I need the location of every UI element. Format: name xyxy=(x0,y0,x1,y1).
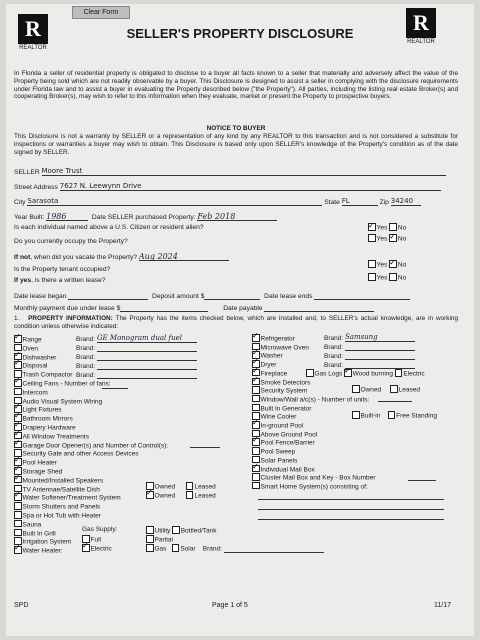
right-item-label: Microwave Oven xyxy=(260,344,309,352)
q-occupy-options: Yes ✓ No xyxy=(368,234,406,243)
left-item xyxy=(14,405,62,414)
refrigerator-brand: Brand: Samsung xyxy=(324,334,415,342)
q-lease-yes-checkbox[interactable] xyxy=(368,273,376,281)
left-item-label: All Window Treatments xyxy=(22,433,89,441)
left-item xyxy=(14,493,121,502)
left-item-checkbox[interactable] xyxy=(14,335,22,343)
left-item xyxy=(14,388,48,397)
left-item-label: Drapery Hardware xyxy=(22,424,76,432)
lease-ends-field[interactable] xyxy=(314,291,410,300)
left-item xyxy=(14,537,71,546)
left-item xyxy=(14,502,100,511)
left-item xyxy=(14,423,76,432)
left-item-label: Dishwasher xyxy=(22,354,57,362)
security-options: Owned Leased xyxy=(352,385,420,394)
softener-owned-checkbox[interactable] xyxy=(146,491,154,499)
left-item-label: Security Gate and other Access Devices xyxy=(22,450,139,458)
left-item-checkbox[interactable] xyxy=(14,502,22,510)
left-item xyxy=(14,397,102,406)
right-item-label: Pool Fence/Barrier xyxy=(260,439,315,447)
right-item xyxy=(252,473,375,482)
right-item xyxy=(252,395,369,404)
left-item-checkbox[interactable] xyxy=(14,379,22,387)
security-leased-checkbox[interactable] xyxy=(390,385,398,393)
right-item xyxy=(252,404,311,413)
realtor-logo-right: R REALTOR xyxy=(407,10,435,45)
left-item-label: Ceiling Fans - Number of fans: xyxy=(22,380,111,388)
left-item xyxy=(14,467,62,476)
left-item xyxy=(14,379,111,388)
notice-heading: NOTICE TO BUYER xyxy=(206,125,266,132)
left-item-label: Range xyxy=(22,336,42,344)
bottled-checkbox[interactable] xyxy=(172,526,180,534)
right-item xyxy=(252,447,295,456)
wood-burning-checkbox[interactable] xyxy=(344,369,352,377)
left-item-label: Mounted/Installed Speakers xyxy=(22,477,104,485)
footer-form-code: SPD xyxy=(14,602,29,609)
utility-checkbox[interactable] xyxy=(146,526,154,534)
smart-home-lines[interactable] xyxy=(258,490,444,520)
date-payable-field[interactable] xyxy=(264,303,374,312)
right-item-checkbox[interactable] xyxy=(252,395,260,403)
right-item xyxy=(252,456,297,465)
q-citizen-options: ✓ Yes No xyxy=(368,223,406,232)
dryer-brand: Brand: xyxy=(324,361,415,369)
right-item-label: Security System xyxy=(260,387,308,395)
right-item xyxy=(252,430,317,439)
left-item xyxy=(14,520,41,529)
q-tenant-options: Yes ✓ No xyxy=(368,260,406,269)
right-item-checkbox[interactable] xyxy=(252,378,260,386)
q-citizen-no-checkbox[interactable] xyxy=(389,223,397,231)
left-item xyxy=(14,511,101,520)
left-item-checkbox[interactable] xyxy=(14,476,22,484)
right-item-label: Solar Panels xyxy=(260,457,298,465)
right-item-checkbox[interactable] xyxy=(252,482,260,490)
refrigerator-brand-field[interactable]: Samsung xyxy=(344,333,378,341)
intro-paragraph: In Florida a seller of residential property is obligated to disclose to a buyer all facts known to a seller that materially and adversely affect the value of the Property being sold which are not readily observable by a buyer. This Disclosure is designed to assist a seller in complying with the disclosure requirements under Florida law and to assist a buyer in evaluating the Property described below ("the Property"). All parties, including the listing real estate Broker(s) and cooperating Broker(s), may wish to refer to this information when they evaluate, market or present the Property to prospective buyers. xyxy=(14,70,458,101)
right-item xyxy=(252,438,315,447)
left-item-label: Disposal xyxy=(22,362,48,370)
left-item-label: Light Fixtures xyxy=(22,406,62,414)
q-lease: If yes, is there a written lease? xyxy=(14,277,106,284)
left-item-label: Sauna xyxy=(22,521,42,529)
lease-row-2: Monthly payment due under lease $ Date payable xyxy=(14,303,374,312)
right-item xyxy=(252,378,310,387)
disposal-brand: Brand: xyxy=(76,362,197,370)
partial-checkbox[interactable] xyxy=(146,535,154,543)
street-row: Street Address 7627 N. Leewynn Drive xyxy=(14,182,441,191)
left-item-checkbox[interactable] xyxy=(14,529,22,537)
notice-paragraph: This Disclosure is not a warranty by SELLER or a representation of any kind by any REALTOR to this transaction and is not considered a substitute for inspections or warranties a buyer may wish to obtain. This Disclosure is based only upon SELLER's knowledge of the Property's condition as of the date signed by SELLER. xyxy=(14,133,458,156)
left-item-checkbox[interactable] xyxy=(14,388,22,396)
left-item xyxy=(14,546,63,555)
dishwasher-brand: Brand: xyxy=(76,353,197,361)
clear-form-button[interactable]: Clear Form xyxy=(72,6,130,19)
footer-page-number: Page 1 of 5 xyxy=(212,602,248,609)
left-item-label: Storm Shutters and Panels xyxy=(22,503,101,511)
box-number-field[interactable] xyxy=(408,473,436,481)
year-row: Year Built: 1986 Date SELLER purchased Property: Feb 2018 xyxy=(14,212,277,221)
q-occupy-no-checkbox[interactable] xyxy=(389,234,397,242)
left-item-label: Audio Visual System Wiring xyxy=(22,398,103,406)
gas-supply-options-1: Utility Bottled/Tank xyxy=(146,526,216,535)
realtor-logo-left: R REALTOR xyxy=(19,16,47,51)
right-item-label: Wine Cooler xyxy=(260,413,297,421)
lease-began-field[interactable] xyxy=(68,291,148,300)
softener-leased-checkbox[interactable] xyxy=(186,491,194,499)
q-tenant: Is the Property tenant occupied? xyxy=(14,266,111,273)
range-brand: Brand: GE Monogram dual fuel xyxy=(76,335,197,343)
wine-freestanding-checkbox[interactable] xyxy=(388,411,396,419)
disclosure-page xyxy=(6,4,474,636)
left-item-label: TV Antennae/Satellite Dish xyxy=(22,486,100,494)
garage-controls-field[interactable] xyxy=(190,440,220,448)
zip-field[interactable]: 34240 xyxy=(390,197,414,205)
left-item-label: Spa or Hot Tub with Heater xyxy=(22,512,101,520)
fireplace-options: Gas Logs ✓ Wood burning Electric xyxy=(306,369,425,378)
washer-brand: Brand: xyxy=(324,352,415,360)
left-item xyxy=(14,485,100,494)
right-item-label: Washer xyxy=(260,352,283,360)
right-item xyxy=(252,334,295,343)
right-item-label: Dryer xyxy=(260,361,277,369)
left-item-label: Intercom xyxy=(22,389,48,397)
water-heater-options-2: Gas Solar Brand: xyxy=(146,544,324,553)
softener-options: ✓Owned Leased xyxy=(146,491,216,500)
wh-electric-checkbox[interactable] xyxy=(82,544,90,552)
q-lease-options: Yes No xyxy=(368,273,406,282)
electric-fireplace-checkbox[interactable] xyxy=(395,369,403,377)
left-item xyxy=(14,335,42,344)
left-item-label: Bathroom Mirrors xyxy=(22,415,73,423)
q-vacate: If not, when did you vacate the Property? Aug 2024 xyxy=(14,252,229,261)
right-item-checkbox[interactable] xyxy=(252,465,260,473)
right-item xyxy=(252,465,315,474)
wine-builtin-checkbox[interactable] xyxy=(352,411,360,419)
street-field[interactable]: 7627 N. Leewynn Drive xyxy=(59,182,142,190)
left-item xyxy=(14,529,56,538)
right-item-label: Built In Generator xyxy=(260,405,312,413)
right-item-checkbox[interactable] xyxy=(252,438,260,446)
q-occupy-yes-checkbox[interactable] xyxy=(368,234,376,242)
right-item-label: Smoke Detectors xyxy=(260,379,311,386)
left-item-label: Trash Compactor xyxy=(22,371,73,379)
right-item-checkbox[interactable] xyxy=(252,421,260,429)
left-item xyxy=(14,432,89,441)
gas-supply-full: Full xyxy=(82,535,101,544)
property-info-heading: 1. PROPERTY INFORMATION: The Property has the items checked below, which are installed and, to SELLER's actual knowledge, are in working condition unless otherwise indicated: xyxy=(14,315,459,330)
footer-version: 11/17 xyxy=(434,602,451,609)
monthly-payment-field[interactable] xyxy=(120,303,208,312)
left-item xyxy=(14,361,47,370)
left-item xyxy=(14,449,138,458)
state-field[interactable]: FL xyxy=(341,197,350,205)
water-heater-options: ✓Electric xyxy=(82,544,112,553)
left-item xyxy=(14,476,103,485)
wh-solar-checkbox[interactable] xyxy=(172,544,180,552)
seller-field[interactable]: Moore Trust xyxy=(41,167,83,175)
right-item-label: Window/Wall a/c(s) - Number of units: xyxy=(260,396,370,404)
q-tenant-yes-checkbox[interactable] xyxy=(368,260,376,268)
right-item xyxy=(252,386,307,395)
left-item xyxy=(14,441,168,450)
right-item-label: Pool Sweep xyxy=(260,448,296,456)
left-item-checkbox[interactable] xyxy=(14,546,22,554)
security-owned-checkbox[interactable] xyxy=(352,385,360,393)
year-built-field[interactable]: 1986 xyxy=(46,212,67,221)
right-item-checkbox[interactable] xyxy=(252,404,260,412)
city-row: City Sarasota State FL Zip 34240 xyxy=(14,197,421,206)
tv-options: Owned Leased xyxy=(146,482,216,491)
right-item-label: Individual Mail Box xyxy=(260,466,315,473)
left-item-label: Water Heater: xyxy=(22,547,63,555)
gas-supply-partial: Partial xyxy=(146,535,173,544)
q-tenant-no-checkbox[interactable] xyxy=(389,260,397,268)
right-item-checkbox[interactable] xyxy=(252,473,260,481)
wh-gas-checkbox[interactable] xyxy=(146,544,154,552)
range-brand-field[interactable]: GE Monogram dual fuel xyxy=(96,334,182,342)
city-field[interactable]: Sarasota xyxy=(27,197,59,205)
q-citizen-yes-checkbox[interactable] xyxy=(368,223,376,231)
oven-brand: Brand: xyxy=(76,344,197,352)
gas-supply-label: Gas Supply: xyxy=(82,526,118,533)
q-occupy: Do you currently occupy the Property? xyxy=(14,238,128,245)
left-item-label: Water Softener/Treatment System xyxy=(22,494,121,502)
right-item-label: Smart Home System(s) consisting of: xyxy=(260,483,368,491)
left-item-label: Storage Shed xyxy=(22,468,63,476)
right-item-label: Cluster Mail Box and Key - Box Number xyxy=(260,474,376,482)
left-item-checkbox[interactable] xyxy=(14,441,22,449)
right-item-label: Refrigerator xyxy=(260,335,295,343)
vacate-date-field[interactable]: Aug 2024 xyxy=(138,252,178,261)
left-item-checkbox[interactable] xyxy=(14,493,22,501)
microwave-brand: Brand: xyxy=(324,343,415,351)
page-title: SELLER'S PROPERTY DISCLOSURE xyxy=(126,26,354,41)
right-item xyxy=(252,421,303,430)
right-item-checkbox[interactable] xyxy=(252,334,260,342)
purchase-date-field[interactable]: Feb 2018 xyxy=(197,212,236,221)
tv-leased-checkbox[interactable] xyxy=(186,482,194,490)
lease-row-1: Date lease began Deposit amount $ Date lease ends xyxy=(14,291,410,300)
left-item xyxy=(14,370,72,379)
left-item-checkbox[interactable] xyxy=(14,511,22,519)
right-item-label: In-ground Pool xyxy=(260,422,304,430)
gas-logs-checkbox[interactable] xyxy=(306,369,314,377)
compactor-brand: Brand: xyxy=(76,371,197,379)
deposit-field[interactable] xyxy=(204,291,260,300)
left-item xyxy=(14,414,73,423)
left-item-label: Pool Heater xyxy=(22,459,57,467)
q-lease-no-checkbox[interactable] xyxy=(389,273,397,281)
left-item-label: Irrigation System xyxy=(22,538,72,546)
right-item-checkbox[interactable] xyxy=(252,447,260,455)
right-item xyxy=(252,343,309,352)
right-item-label: Above Ground Pool xyxy=(260,431,318,439)
q-citizen: Is each individual named above a U.S. Citizen or resident alien? xyxy=(14,224,204,231)
seller-row: SELLER Moore Trust xyxy=(14,167,446,176)
right-item-label: Fireplace xyxy=(260,370,288,378)
left-item-checkbox[interactable] xyxy=(14,520,22,528)
ac-units-field[interactable] xyxy=(378,394,412,402)
left-item-label: Garage Door Opener(s) and Number of Control(s): xyxy=(22,442,169,450)
left-item-label: Oven xyxy=(22,345,39,353)
wine-options: Built-in Free Standing xyxy=(352,411,437,420)
right-item-checkbox[interactable] xyxy=(252,386,260,394)
left-item-label: Built In Grill xyxy=(22,530,56,538)
wh-brand-field[interactable] xyxy=(224,545,324,553)
fans-count-field[interactable] xyxy=(102,381,128,389)
left-item-checkbox[interactable] xyxy=(14,361,22,369)
